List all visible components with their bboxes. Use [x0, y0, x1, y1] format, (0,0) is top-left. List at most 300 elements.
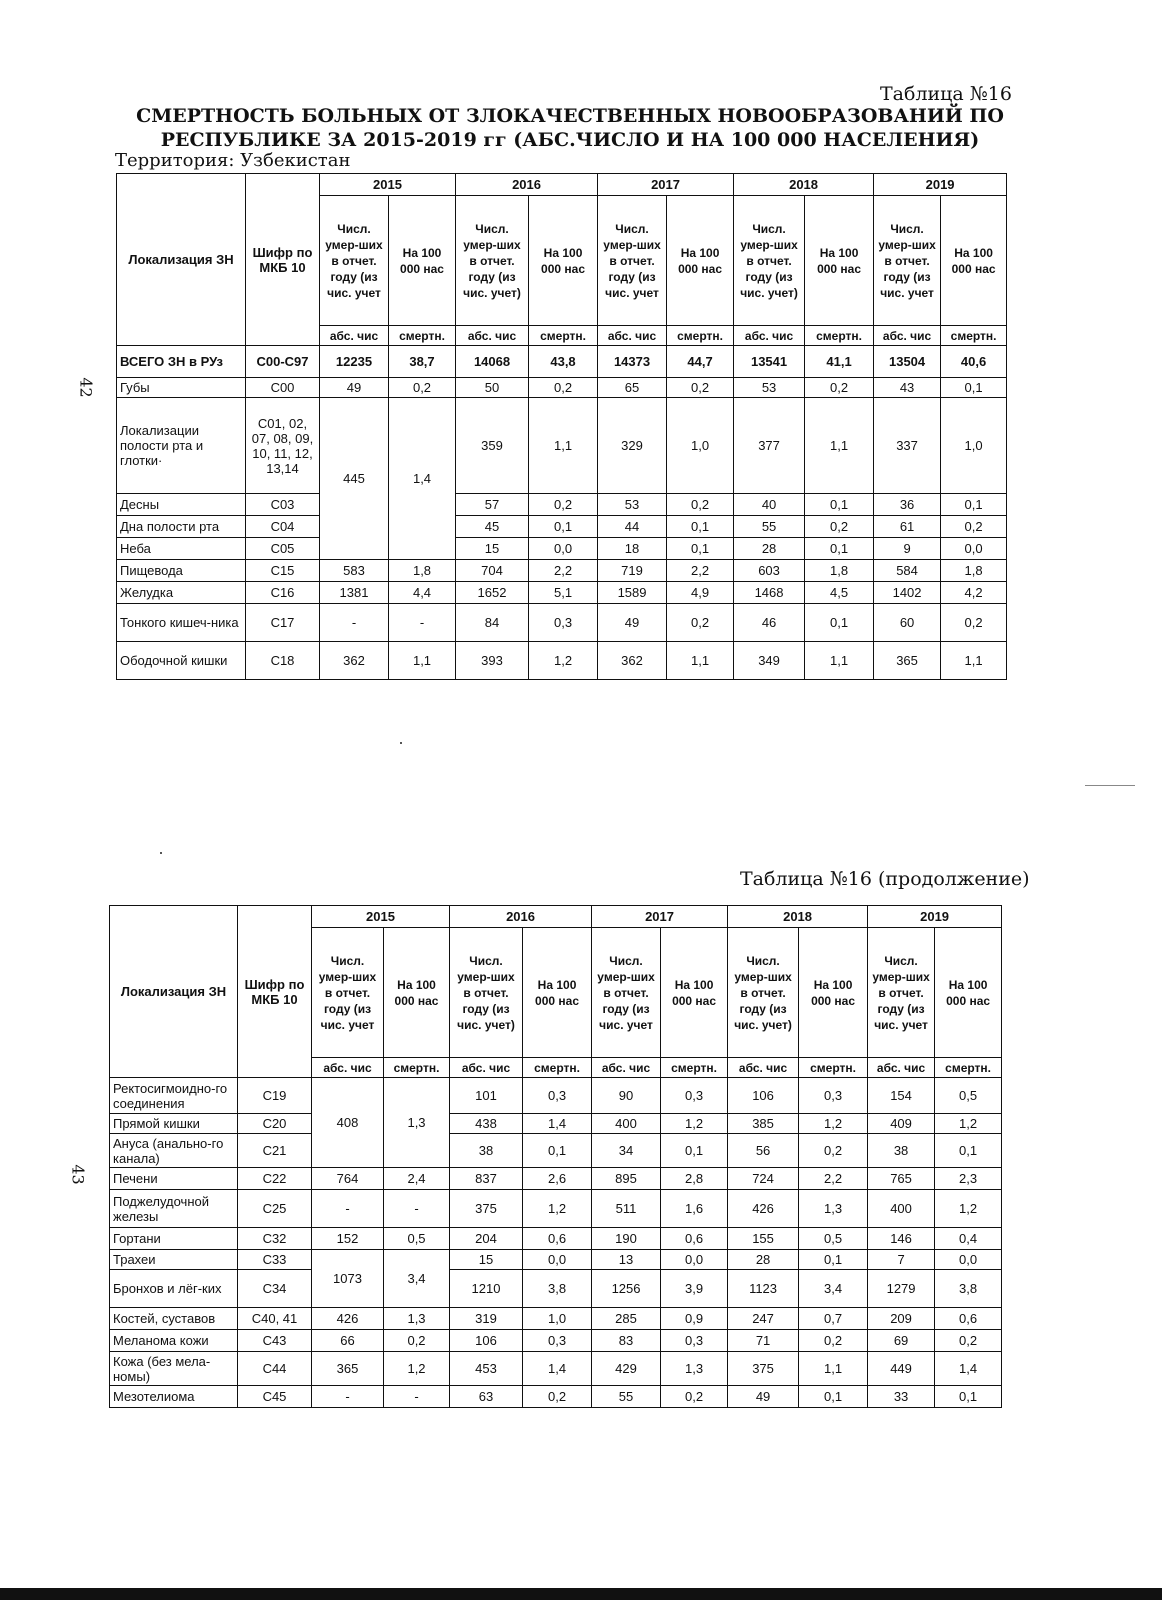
- row-value: 49: [598, 604, 667, 642]
- row-value: 14068: [456, 346, 529, 378]
- abs-unit-header: абс. чис: [874, 326, 941, 346]
- mortality-table-part-2: [109, 905, 1002, 1408]
- row-value: 247: [728, 1308, 799, 1330]
- row-icd-code: С33: [238, 1250, 312, 1270]
- row-value: 0,1: [667, 516, 734, 538]
- row-location: Тонкого кишеч-ника: [117, 604, 246, 642]
- row-location: Дна полости рта: [117, 516, 246, 538]
- row-value: 0,1: [935, 1386, 1002, 1408]
- rate-header: На 100 000 нас: [384, 928, 450, 1058]
- row-value: 1,2: [935, 1190, 1002, 1228]
- row-value: 0,4: [935, 1228, 1002, 1250]
- deaths-header: Числ. умер-ших в отчет. году (из чис. учет: [874, 196, 941, 326]
- row-location: Желудка: [117, 582, 246, 604]
- row-value: 0,1: [667, 538, 734, 560]
- row-value: 40: [734, 494, 805, 516]
- row-value: 9: [874, 538, 941, 560]
- deaths-header: Числ. умер-ших в отчет. году (из чис. учет: [598, 196, 667, 326]
- row-value: 0,2: [523, 1386, 592, 1408]
- row-value: 1,0: [941, 398, 1007, 494]
- abs-unit-header: абс. чис: [456, 326, 529, 346]
- row-value: 0,2: [667, 378, 734, 398]
- table-number: Таблица №16: [880, 83, 1012, 105]
- row-value: 0,1: [523, 1134, 592, 1168]
- row-location: Пищевода: [117, 560, 246, 582]
- row-value: 0,2: [389, 378, 456, 398]
- row-value: 583: [320, 560, 389, 582]
- row-value: 0,2: [529, 494, 598, 516]
- row-value: 152: [312, 1228, 384, 1250]
- page-number-42: 42: [76, 377, 96, 398]
- table-row: [110, 1308, 1002, 1330]
- row-value: 106: [728, 1078, 799, 1114]
- row-value: 209: [868, 1308, 935, 1330]
- merged-abs-2015: 445: [320, 398, 389, 560]
- rate-header: На 100 000 нас: [667, 196, 734, 326]
- year-header-2019: 2019: [874, 174, 1007, 196]
- table-row: [117, 538, 1007, 560]
- row-value: 0,5: [935, 1078, 1002, 1114]
- table-row: [117, 398, 1007, 494]
- rate-header: На 100 000 нас: [941, 196, 1007, 326]
- table-row: [110, 1168, 1002, 1190]
- row-value: 0,0: [529, 538, 598, 560]
- table-row: [110, 1078, 1002, 1114]
- row-icd-code: С43: [238, 1330, 312, 1352]
- rate-unit-header: смертн.: [667, 326, 734, 346]
- row-icd-code: С00: [246, 378, 320, 398]
- row-value: 0,0: [935, 1250, 1002, 1270]
- row-icd-code: С44: [238, 1352, 312, 1386]
- row-value: 393: [456, 642, 529, 680]
- row-value: 154: [868, 1078, 935, 1114]
- row-value: 4,5: [805, 582, 874, 604]
- row-value: 0,3: [799, 1078, 868, 1114]
- row-value: 0,1: [805, 538, 874, 560]
- rate-unit-header: смертн.: [384, 1058, 450, 1078]
- table-row: [110, 1270, 1002, 1308]
- row-value: 365: [312, 1352, 384, 1386]
- row-value: 55: [734, 516, 805, 538]
- row-value: 1,2: [529, 642, 598, 680]
- table-row: [117, 516, 1007, 538]
- row-value: 49: [728, 1386, 799, 1408]
- row-value: 385: [728, 1114, 799, 1134]
- row-value: 453: [450, 1352, 523, 1386]
- merged-rate-2015: 1,4: [389, 398, 456, 560]
- row-location: Меланома кожи: [110, 1330, 238, 1352]
- row-value: 43,8: [529, 346, 598, 378]
- row-location: Прямой кишки: [110, 1114, 238, 1134]
- row-value: 0,2: [384, 1330, 450, 1352]
- row-value: 0,1: [805, 604, 874, 642]
- row-value: 1,2: [799, 1114, 868, 1134]
- document-title: СМЕРТНОСТЬ БОЛЬНЫХ ОТ ЗЛОКАЧЕСТВЕННЫХ НОВООБРАЗОВАНИЙ ПО РЕСПУБЛИКЕ ЗА 2015-2019 гг (АБС.ЧИСЛО И НА 100 000 НАСЕЛЕНИЯ): [136, 105, 1004, 151]
- year-header-2015: 2015: [312, 906, 450, 928]
- row-value: 38: [868, 1134, 935, 1168]
- deaths-header: Числ. умер-ших в отчет. году (из чис. учет: [592, 928, 661, 1058]
- row-value: 0,1: [799, 1250, 868, 1270]
- row-value: 57: [456, 494, 529, 516]
- row-value: 511: [592, 1190, 661, 1228]
- scan-mark: [1085, 785, 1135, 786]
- row-icd-code: С21: [238, 1134, 312, 1168]
- row-value: 1123: [728, 1270, 799, 1308]
- row-value: 1468: [734, 582, 805, 604]
- row-icd-code: С00-С97: [246, 346, 320, 378]
- row-value: 146: [868, 1228, 935, 1250]
- row-value: 1,6: [661, 1190, 728, 1228]
- row-value: 3,4: [799, 1270, 868, 1308]
- row-value: 1652: [456, 582, 529, 604]
- row-icd-code: С17: [246, 604, 320, 642]
- row-icd-code: С18: [246, 642, 320, 680]
- row-value: 53: [598, 494, 667, 516]
- row-location: Трахеи: [110, 1250, 238, 1270]
- row-value: 724: [728, 1168, 799, 1190]
- row-location: Неба: [117, 538, 246, 560]
- row-value: 1,2: [935, 1114, 1002, 1134]
- row-value: 38,7: [389, 346, 456, 378]
- row-icd-code: С40, 41: [238, 1308, 312, 1330]
- header-row-years: [117, 174, 1007, 196]
- row-value: 0,2: [805, 378, 874, 398]
- row-value: 400: [592, 1114, 661, 1134]
- row-value: 15: [456, 538, 529, 560]
- row-value: 49: [320, 378, 389, 398]
- row-value: 7: [868, 1250, 935, 1270]
- row-value: 41,1: [805, 346, 874, 378]
- abs-unit-header: абс. чис: [728, 1058, 799, 1078]
- row-value: 2,4: [384, 1168, 450, 1190]
- rate-unit-header: смертн.: [661, 1058, 728, 1078]
- row-value: 0,2: [661, 1386, 728, 1408]
- row-value: 1,1: [389, 642, 456, 680]
- row-location: Десны: [117, 494, 246, 516]
- row-value: 0,1: [935, 1134, 1002, 1168]
- location-header: Локализация ЗН: [117, 174, 246, 346]
- row-value: 0,1: [805, 494, 874, 516]
- row-value: 14373: [598, 346, 667, 378]
- row-value: 43: [874, 378, 941, 398]
- row-value: 0,1: [941, 378, 1007, 398]
- rate-header: На 100 000 нас: [935, 928, 1002, 1058]
- row-value: 45: [456, 516, 529, 538]
- row-value: 65: [598, 378, 667, 398]
- row-value: 1210: [450, 1270, 523, 1308]
- row-value: 1,3: [661, 1352, 728, 1386]
- row-value: 28: [734, 538, 805, 560]
- row-value: 106: [450, 1330, 523, 1352]
- abs-unit-header: абс. чис: [734, 326, 805, 346]
- year-header-2018: 2018: [728, 906, 868, 928]
- table-row: [110, 1228, 1002, 1250]
- rate-header: На 100 000 нас: [661, 928, 728, 1058]
- row-value: 1,2: [384, 1352, 450, 1386]
- row-value: 285: [592, 1308, 661, 1330]
- year-header-2019: 2019: [868, 906, 1002, 928]
- row-value: -: [389, 604, 456, 642]
- table-row: [117, 604, 1007, 642]
- row-value: 1,1: [805, 642, 874, 680]
- table-row: [117, 560, 1007, 582]
- row-value: 375: [450, 1190, 523, 1228]
- scan-bottom-edge: [0, 1588, 1162, 1600]
- row-icd-code: С01, 02, 07, 08, 09, 10, 11, 12, 13,14: [246, 398, 320, 494]
- row-value: 1,8: [389, 560, 456, 582]
- row-value: 33: [868, 1386, 935, 1408]
- row-location: Мезотелиома: [110, 1386, 238, 1408]
- abs-unit-header: абс. чис: [592, 1058, 661, 1078]
- table-row: [117, 582, 1007, 604]
- row-value: 584: [874, 560, 941, 582]
- row-value: 13504: [874, 346, 941, 378]
- row-value: 44: [598, 516, 667, 538]
- row-value: 190: [592, 1228, 661, 1250]
- row-icd-code: С32: [238, 1228, 312, 1250]
- location-header: Локализация ЗН: [110, 906, 238, 1078]
- abs-unit-header: абс. чис: [598, 326, 667, 346]
- row-location: Бронхов и лёг-ких: [110, 1270, 238, 1308]
- row-value: 837: [450, 1168, 523, 1190]
- row-value: 90: [592, 1078, 661, 1114]
- row-location: Губы: [117, 378, 246, 398]
- row-value: 0,2: [805, 516, 874, 538]
- row-value: 0,3: [529, 604, 598, 642]
- row-value: 0,3: [523, 1078, 592, 1114]
- row-value: 0,1: [661, 1134, 728, 1168]
- year-header-2016: 2016: [456, 174, 598, 196]
- row-value: 0,2: [529, 378, 598, 398]
- deaths-header: Числ. умер-ших в отчет. году (из чис. учет: [868, 928, 935, 1058]
- row-location: Ободочной кишки: [117, 642, 246, 680]
- row-value: 400: [868, 1190, 935, 1228]
- rate-unit-header: смертн.: [941, 326, 1007, 346]
- table-row: [117, 346, 1007, 378]
- row-value: 5,1: [529, 582, 598, 604]
- row-location: Печени: [110, 1168, 238, 1190]
- row-value: 1279: [868, 1270, 935, 1308]
- row-value: 15: [450, 1250, 523, 1270]
- row-icd-code: С05: [246, 538, 320, 560]
- row-value: 0,7: [799, 1308, 868, 1330]
- row-value: 362: [320, 642, 389, 680]
- row-value: 375: [728, 1352, 799, 1386]
- deaths-header: Числ. умер-ших в отчет. году (из чис. учет): [450, 928, 523, 1058]
- row-location: Ректосигмоидно-го соединения: [110, 1078, 238, 1114]
- row-value: 1256: [592, 1270, 661, 1308]
- row-icd-code: С25: [238, 1190, 312, 1228]
- row-value: 1,3: [799, 1190, 868, 1228]
- row-value: 603: [734, 560, 805, 582]
- merged-rate-2015: 3,4: [384, 1250, 450, 1308]
- year-header-2017: 2017: [598, 174, 734, 196]
- row-value: 1,4: [523, 1352, 592, 1386]
- table-row: [110, 1114, 1002, 1134]
- rate-header: На 100 000 нас: [805, 196, 874, 326]
- row-value: -: [320, 604, 389, 642]
- rate-header: На 100 000 нас: [389, 196, 456, 326]
- row-value: 0,6: [523, 1228, 592, 1250]
- table-row: [117, 494, 1007, 516]
- rate-unit-header: смертн.: [805, 326, 874, 346]
- rate-unit-header: смертн.: [389, 326, 456, 346]
- row-value: 1,4: [935, 1352, 1002, 1386]
- table-row: [110, 1386, 1002, 1408]
- rate-unit-header: смертн.: [799, 1058, 868, 1078]
- year-header-2017: 2017: [592, 906, 728, 928]
- rate-unit-header: смертн.: [935, 1058, 1002, 1078]
- row-value: 0,1: [941, 494, 1007, 516]
- row-icd-code: С15: [246, 560, 320, 582]
- row-location: Поджелудочной железы: [110, 1190, 238, 1228]
- row-value: 0,0: [523, 1250, 592, 1270]
- row-value: 0,9: [661, 1308, 728, 1330]
- rate-header: На 100 000 нас: [799, 928, 868, 1058]
- row-value: 0,3: [661, 1330, 728, 1352]
- row-value: 1,8: [805, 560, 874, 582]
- continuation-title: Таблица №16 (продолжение): [740, 868, 1030, 890]
- row-value: 438: [450, 1114, 523, 1134]
- row-value: 44,7: [667, 346, 734, 378]
- row-value: 719: [598, 560, 667, 582]
- row-value: 84: [456, 604, 529, 642]
- row-value: 0,2: [941, 516, 1007, 538]
- row-value: 319: [450, 1308, 523, 1330]
- icd-code-header: Шифр по МКБ 10: [238, 906, 312, 1078]
- row-value: -: [384, 1190, 450, 1228]
- row-value: 36: [874, 494, 941, 516]
- row-value: 63: [450, 1386, 523, 1408]
- row-value: 704: [456, 560, 529, 582]
- row-icd-code: С20: [238, 1114, 312, 1134]
- row-value: 895: [592, 1168, 661, 1190]
- deaths-header: Числ. умер-ших в отчет. году (из чис. учет: [312, 928, 384, 1058]
- abs-unit-header: абс. чис: [312, 1058, 384, 1078]
- row-value: 13: [592, 1250, 661, 1270]
- row-value: 765: [868, 1168, 935, 1190]
- year-header-2016: 2016: [450, 906, 592, 928]
- scan-speck: [160, 852, 162, 854]
- page-number-43: 43: [68, 1164, 88, 1185]
- deaths-header: Числ. умер-ших в отчет. году (из чис. учет): [456, 196, 529, 326]
- row-icd-code: С04: [246, 516, 320, 538]
- row-value: 0,2: [667, 494, 734, 516]
- row-value: 60: [874, 604, 941, 642]
- row-value: 0,0: [661, 1250, 728, 1270]
- row-value: 34: [592, 1134, 661, 1168]
- table-row: [110, 1134, 1002, 1168]
- row-value: 0,6: [935, 1308, 1002, 1330]
- merged-abs-2015: 408: [312, 1078, 384, 1168]
- row-value: 40,6: [941, 346, 1007, 378]
- row-value: -: [312, 1190, 384, 1228]
- row-value: 12235: [320, 346, 389, 378]
- row-value: 0,1: [799, 1386, 868, 1408]
- row-value: 0,6: [661, 1228, 728, 1250]
- row-value: 0,1: [529, 516, 598, 538]
- table-row: [110, 1250, 1002, 1270]
- row-value: 329: [598, 398, 667, 494]
- row-value: 55: [592, 1386, 661, 1408]
- row-value: 53: [734, 378, 805, 398]
- year-header-2015: 2015: [320, 174, 456, 196]
- row-value: 359: [456, 398, 529, 494]
- table-row: [110, 1190, 1002, 1228]
- row-value: 1,3: [384, 1308, 450, 1330]
- row-value: 4,9: [667, 582, 734, 604]
- row-value: 426: [312, 1308, 384, 1330]
- row-value: 71: [728, 1330, 799, 1352]
- row-value: 1,1: [941, 642, 1007, 680]
- row-value: 426: [728, 1190, 799, 1228]
- row-value: 2,2: [529, 560, 598, 582]
- row-value: 101: [450, 1078, 523, 1114]
- rate-unit-header: смертн.: [523, 1058, 592, 1078]
- row-location: Ануса (анально-го канала): [110, 1134, 238, 1168]
- row-value: 28: [728, 1250, 799, 1270]
- row-value: 377: [734, 398, 805, 494]
- row-location: Кожа (без мела-номы): [110, 1352, 238, 1386]
- row-value: 0,5: [799, 1228, 868, 1250]
- row-value: 349: [734, 642, 805, 680]
- row-value: 409: [868, 1114, 935, 1134]
- row-value: 1,1: [529, 398, 598, 494]
- row-value: 3,8: [523, 1270, 592, 1308]
- abs-unit-header: абс. чис: [320, 326, 389, 346]
- row-value: 0,3: [661, 1078, 728, 1114]
- table-row: [110, 1352, 1002, 1386]
- deaths-header: Числ. умер-ших в отчет. году (из чис. учет: [320, 196, 389, 326]
- row-value: 66: [312, 1330, 384, 1352]
- row-value: 69: [868, 1330, 935, 1352]
- row-value: 46: [734, 604, 805, 642]
- row-location: ВСЕГО ЗН в РУз: [117, 346, 246, 378]
- row-icd-code: С16: [246, 582, 320, 604]
- row-location: Костей, суставов: [110, 1308, 238, 1330]
- row-value: 2,2: [667, 560, 734, 582]
- row-location: Локализации полости рта и глотки·: [117, 398, 246, 494]
- row-value: 1,0: [523, 1308, 592, 1330]
- scan-speck: [400, 742, 402, 744]
- row-icd-code: С19: [238, 1078, 312, 1114]
- row-value: 337: [874, 398, 941, 494]
- row-icd-code: С34: [238, 1270, 312, 1308]
- row-value: 1,8: [941, 560, 1007, 582]
- row-value: 1589: [598, 582, 667, 604]
- row-location: Гортани: [110, 1228, 238, 1250]
- row-value: 0,2: [667, 604, 734, 642]
- row-value: 1,1: [799, 1352, 868, 1386]
- row-value: 38: [450, 1134, 523, 1168]
- table-row: [110, 1330, 1002, 1352]
- row-value: 204: [450, 1228, 523, 1250]
- row-value: 4,4: [389, 582, 456, 604]
- row-value: 2,8: [661, 1168, 728, 1190]
- row-value: 1,2: [523, 1190, 592, 1228]
- table-row: [117, 642, 1007, 680]
- row-icd-code: С45: [238, 1386, 312, 1408]
- abs-unit-header: абс. чис: [868, 1058, 935, 1078]
- row-value: 50: [456, 378, 529, 398]
- row-value: 449: [868, 1352, 935, 1386]
- mortality-table-part-1: [116, 173, 1007, 680]
- icd-code-header: Шифр по МКБ 10: [246, 174, 320, 346]
- row-value: 1381: [320, 582, 389, 604]
- deaths-header: Числ. умер-ших в отчет. году (из чис. учет): [728, 928, 799, 1058]
- row-value: 1,0: [667, 398, 734, 494]
- row-value: 0,3: [523, 1330, 592, 1352]
